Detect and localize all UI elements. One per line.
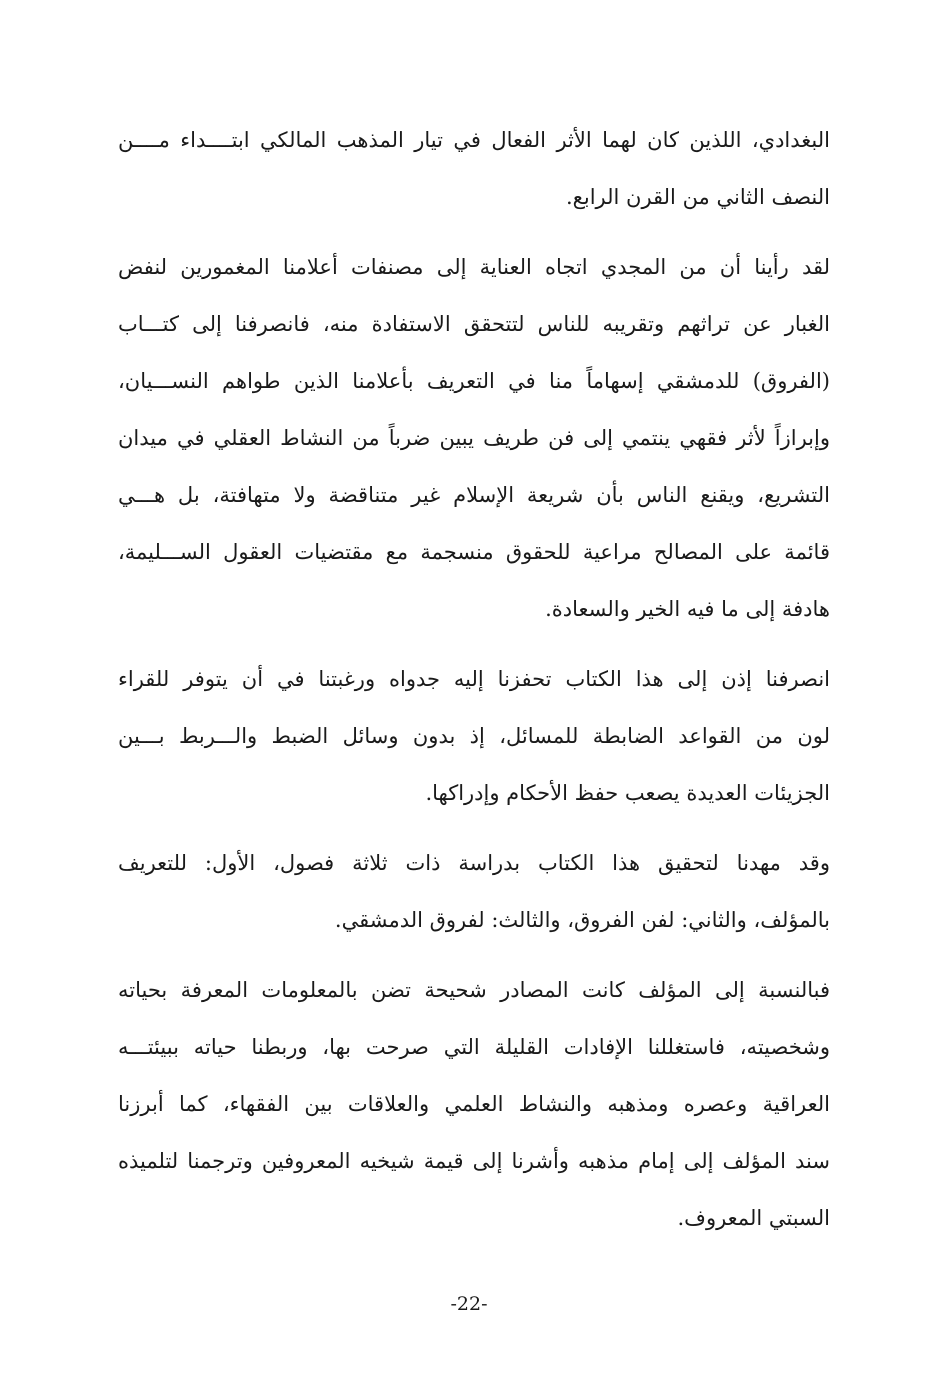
text-line: انصرفنا إذن إلى هذا الكتاب تحفزنا إليه جدواه ورغبتنا في أن يتوفر للقراء xyxy=(118,667,830,691)
text-line: الجزيئات العديدة يصعب حفظ الأحكام وإدراكها. xyxy=(425,781,830,805)
paragraph-gap xyxy=(118,638,830,651)
page-number: -22- xyxy=(450,1293,488,1315)
paragraph-4 xyxy=(118,835,830,949)
text-line: لون من القواعد الضابطة للمسائل، إذ بدون وسائل الضبط والـــربط بـــين xyxy=(118,724,830,748)
text-line: فبالنسبة إلى المؤلف كانت المصادر شحيحة تضن بالمعلومات المعرفة بحياته xyxy=(118,978,830,1002)
text-line: البغدادي، اللذين كان لهما الأثر الفعال في تيار المذهب المالكي ابتــــداء مــــن xyxy=(118,128,830,152)
paragraph-5 xyxy=(118,962,830,1247)
text-line: بالمؤلف، والثاني: لفن الفروق، والثالث: لفروق الدمشقي. xyxy=(334,908,830,932)
paragraph-1 xyxy=(118,112,830,226)
paragraph-3 xyxy=(118,651,830,822)
text-line: التشريع، ويقنع الناس بأن شريعة الإسلام غير متناقضة ولا متهافتة، بل هـــي xyxy=(118,483,830,507)
paragraph-gap xyxy=(118,949,830,962)
text-line: هادفة إلى ما فيه الخير والسعادة. xyxy=(545,597,830,621)
paragraph-gap xyxy=(118,822,830,835)
body-text xyxy=(118,112,830,1247)
text-line: السبتي المعروف. xyxy=(677,1206,830,1230)
text-line: وقد مهدنا لتحقيق هذا الكتاب بدراسة ذات ثلاثة فصول، الأول: للتعريف xyxy=(118,851,830,875)
paragraph-gap xyxy=(118,226,830,239)
paragraph-2 xyxy=(118,239,830,638)
text-line: لقد رأينا أن من المجدي اتجاه العناية إلى مصنفات أعلامنا المغمورين لنفض xyxy=(118,255,830,279)
text-line: (الفروق) للدمشقي إسهاماً منا في التعريف بأعلامنا الذين طواهم النســـيان، xyxy=(118,369,830,393)
text-line: قائمة على المصالح مراعية للحقوق منسجمة مع مقتضيات العقول الســـليمة، xyxy=(118,540,830,564)
text-line: النصف الثاني من القرن الرابع. xyxy=(566,185,830,209)
text-line: وإبرازاً لأثر فقهي ينتمي إلى فن طريف يبين ضرباً من النشاط العقلي في ميدان xyxy=(118,426,830,450)
text-line: سند المؤلف إلى إمام مذهبه وأشرنا إلى قيمة شيخيه المعروفين وترجمنا لتلميذه xyxy=(118,1149,830,1173)
text-line: العراقية وعصره ومذهبه والنشاط العلمي والعلاقات بين الفقهاء، كما أبرزنا xyxy=(118,1092,830,1116)
text-line: وشخصيته، فاستغللنا الإفادات القليلة التي صرحت بها، وربطنا حياته ببيئتـــه xyxy=(118,1035,830,1059)
text-line: الغبار عن تراثهم وتقريبه للناس لتتحقق الاستفادة منه، فانصرفنا إلى كتـــاب xyxy=(118,312,830,336)
